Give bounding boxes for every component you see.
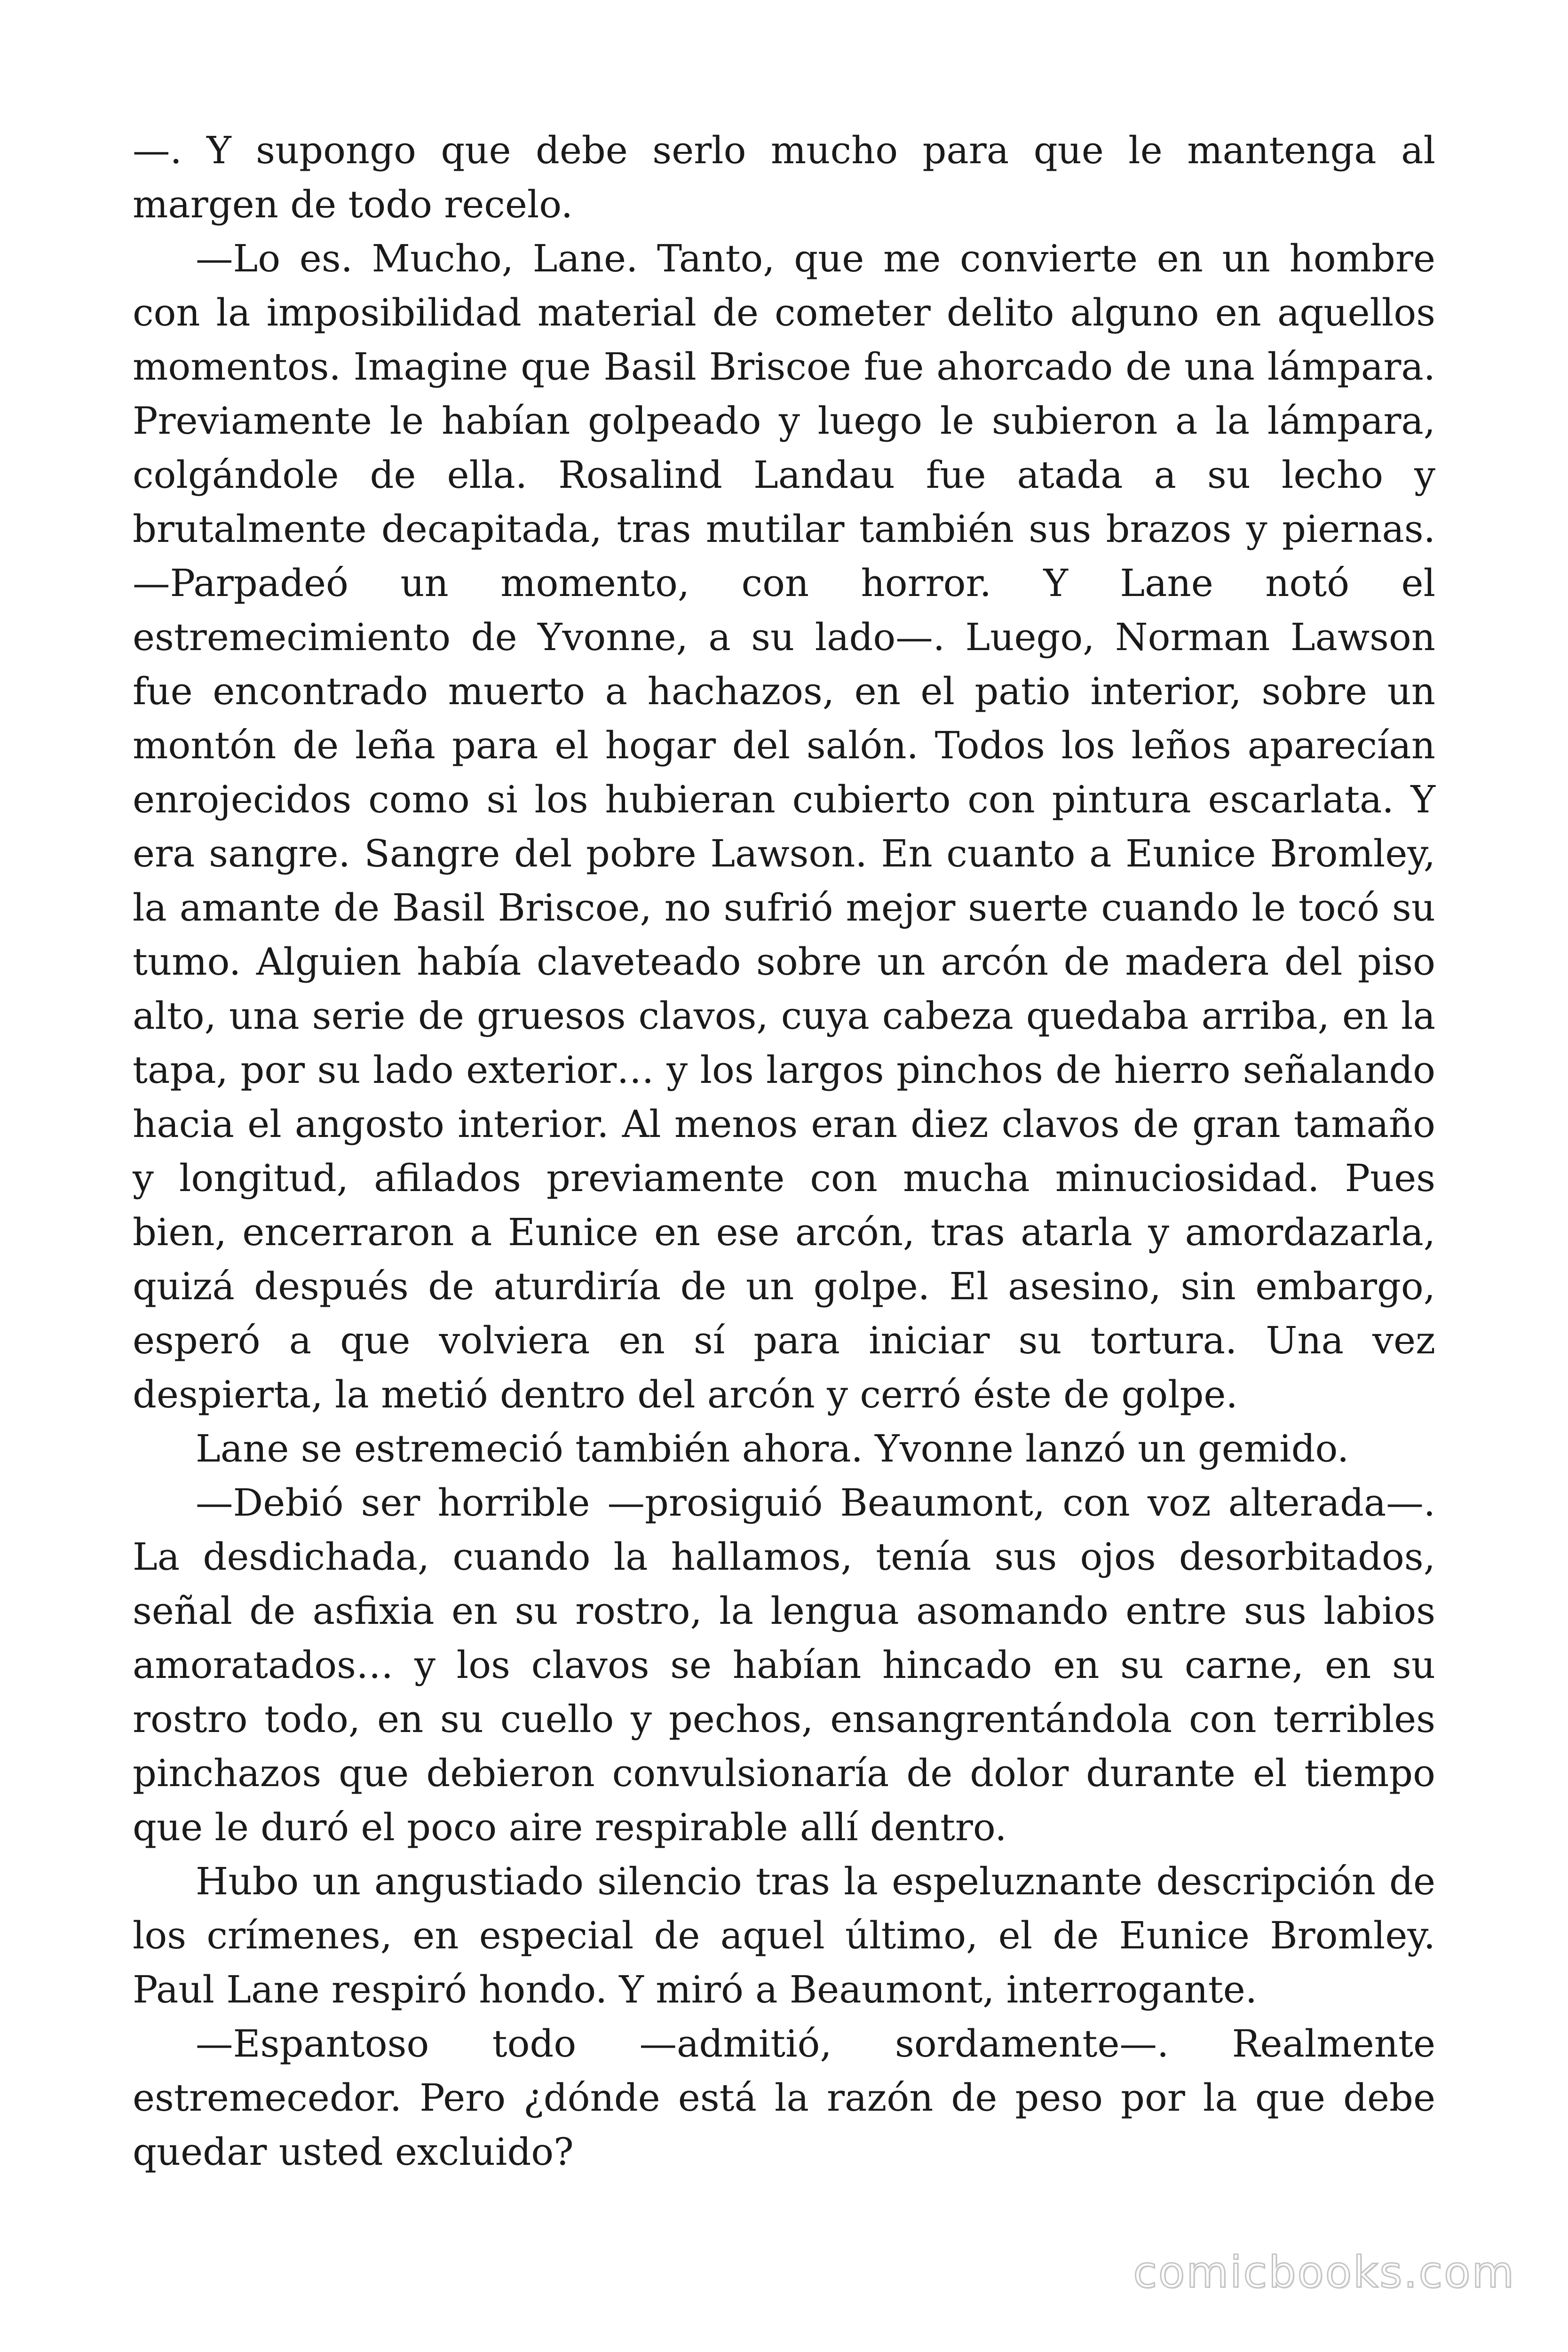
paragraph: —Lo es. Mucho, Lane. Tanto, que me convierte en un hombre con la imposibilidad material de cometer delito alguno en aquellos momentos. Imagine que Basil Briscoe fue ahorcado de una lámpara. Previamente le habían golpeado y luego le subieron a la lámpara, colgándole de ella. Rosalind Landau fue atada a su lecho y brutalmente decapitada, tras mutilar también sus brazos y piernas. —Parpadeó un momento, con horror. Y Lane notó el estremecimiento de Yvonne, a su lado—. Luego, Norman Lawson fue encontrado muerto a hachazos, en el patio interior, sobre un montón de leña para el hogar del salón. Todos los leños aparecían enrojecidos como si los hubieran cubierto con pintura escarlata. Y era sangre. Sangre del pobre Lawson. En cuanto a Eunice Bromley, la amante de Basil Briscoe, no sufrió mejor suerte cuando le tocó su tumo. Alguien había claveteado sobre un arcón de madera del piso alto, una serie de gruesos clavos, cuya cabeza quedaba arriba, en la tapa, por su lado exterior… y los largos pinchos de hierro señalando hacia el angosto interior. Al menos eran diez clavos de gran tamaño y longitud, afilados previamente con mucha minuciosidad. Pues bien, encerraron a Eunice en ese arcón, tras atarla y amordazarla, quizá después de aturdiría de un golpe. El asesino, sin embargo, esperó a que volviera en sí para iniciar su tortura. Una vez despierta, la metió dentro del arcón y cerró éste de golpe. [133,237,1435,1416]
paragraph: Lane se estremeció también ahora. Yvonne lanzó un gemido. [196,1427,1349,1470]
paragraph: —Espantoso todo —admitió, sordamente—. Realmente estremecedor. Pero ¿dónde está la razón de peso por la que debe quedar usted excluido? [133,2022,1435,2174]
paragraph: —Debió ser horrible —prosiguió Beaumont, con voz alterada—. La desdichada, cuando la hallamos, tenía sus ojos desorbitados, señal de asfixia en su rostro, la lengua asomando entre sus labios amoratados… y los clavos se habían hincado en su carne, en su rostro todo, en su cuello y pechos, ensangrentándola con terribles pinchazos que debieron convulsionaría de dolor durante el tiempo que le duró el poco aire respirable allí dentro. [133,1481,1435,1849]
watermark: comicbooks.com [1133,2247,1515,2297]
paragraph: —. Y supongo que debe serlo mucho para que le mantenga al margen de todo recelo. [133,128,1435,226]
page-text-block [133,123,1435,2179]
paragraph: Hubo un angustiado silencio tras la espeluznante descripción de los crímenes, en especial de aquel último, el de Eunice Bromley. Paul Lane respiró hondo. Y miró a Beaumont, interrogante. [133,1859,1435,2011]
